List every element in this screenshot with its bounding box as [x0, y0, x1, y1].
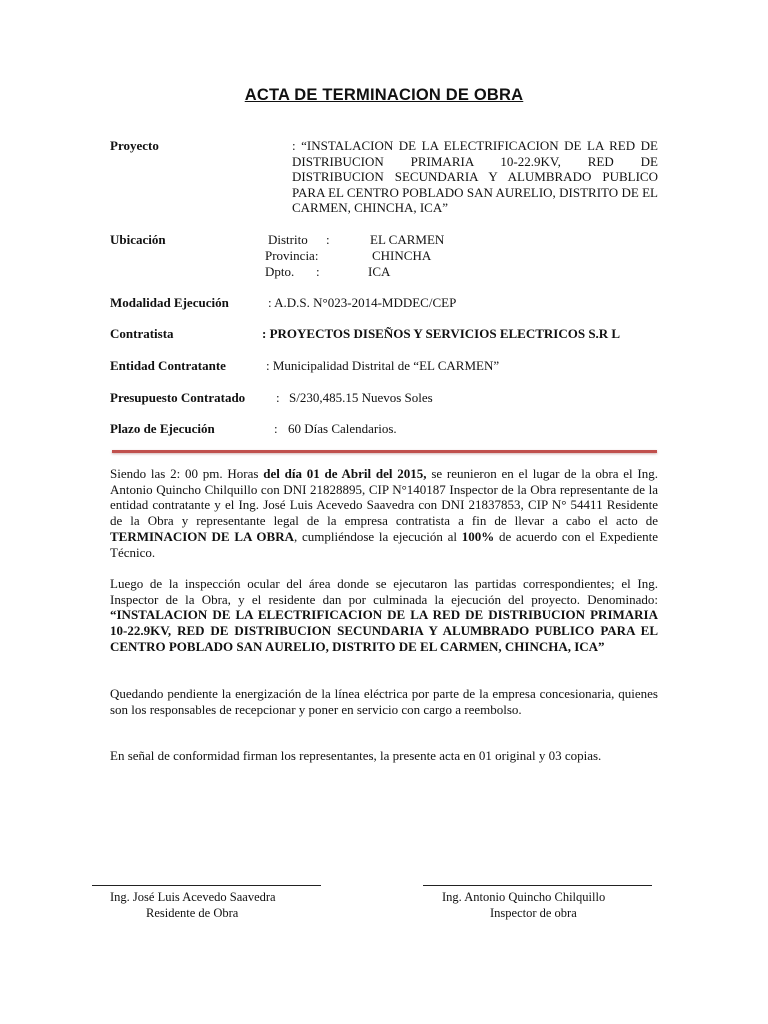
contratista-label: Contratista [110, 326, 174, 341]
provincia-label: Provincia: [265, 248, 319, 263]
presupuesto-label: Presupuesto Contratado [110, 390, 246, 405]
proyecto-label: Proyecto [110, 138, 159, 153]
provincia-value: CHINCHA [372, 248, 432, 263]
distrito-value: EL CARMEN [370, 232, 445, 247]
p1-porcentaje: 100% [461, 528, 495, 544]
entidad-value: : Municipalidad Distrital de “EL CARMEN” [266, 358, 500, 373]
signature-left-role: Residente de Obra [146, 906, 239, 920]
signature-right-name: Ing. Antonio Quincho Chilquillo [442, 890, 606, 904]
distrito-label: Distrito [268, 232, 308, 247]
signature-line-right [423, 885, 652, 886]
presupuesto-separator: : [276, 390, 280, 405]
p2-text-1: Luego de la inspección ocular del área donde se ejecutaron las partidas correspondientes; el Ing. Inspector de la Obra, y el residente dan por culminada la ejecución del proyecto. Denominado: [110, 576, 658, 607]
paragraph-inspeccion [110, 576, 658, 655]
contratista-value: : PROYECTOS DISEÑOS Y SERVICIOS ELECTRICOS S.R L [262, 326, 621, 341]
modalidad-value: : A.D.S. N°023-2014-MDDEC/CEP [268, 295, 457, 310]
paragraph-pendiente: Quedando pendiente la energización de la línea eléctrica por parte de la empresa concesionaria, quienes son los responsables de recepcionar y poner en servicio con cargo a reembolso. [110, 686, 658, 717]
ubicacion-label: Ubicación [110, 232, 166, 247]
p1-terminacion: TERMINACION DE LA OBRA [110, 528, 294, 544]
dpto-label: Dpto. [265, 264, 295, 279]
dpto-value: ICA [368, 264, 391, 279]
signature-left-name: Ing. José Luis Acevedo Saavedra [110, 890, 276, 904]
section-divider [112, 450, 657, 453]
document-title: ACTA DE TERMINACION DE OBRA [244, 86, 524, 104]
p1-text-4: de acuerdo con el Expediente Técnico. [110, 528, 658, 560]
dpto-separator: : [316, 264, 320, 279]
modalidad-label: Modalidad Ejecución [110, 295, 229, 310]
presupuesto-value: S/230,485.15 Nuevos Soles [289, 390, 433, 405]
p2-denominacion: “INSTALACION DE LA ELECTRIFICACION DE LA RED DE DISTRIBUCION PRIMARIA 10-22.9KV, RED DE DISTRIBUCION SECUNDARIA Y ALUMBRADO PUBLICO PARA EL CENTRO POBLADO SAN AURELIO, DISTRITO DE EL CARMEN, CHINCHA, ICA” [110, 607, 658, 654]
signature-line-left [92, 885, 321, 886]
distrito-separator: : [326, 232, 330, 247]
p1-text-1: Siendo las 2: 00 pm. Horas [110, 466, 264, 481]
signature-right-role: Inspector de obra [490, 906, 577, 920]
paragraph-conformidad: En señal de conformidad firman los representantes, la presente acta en 01 original y 03 copias. [110, 748, 602, 763]
p1-fecha: del día 01 de Abril del 2015, [263, 466, 427, 481]
plazo-value: 60 Días Calendarios. [288, 421, 397, 436]
entidad-label: Entidad Contratante [110, 358, 226, 373]
paragraph-acto [110, 466, 658, 560]
p1-text-2: se reunieron en el lugar de la obra el Ing. Antonio Quincho Chilquillo con DNI 21828895, CIP N°140187 Inspector de la Obra representante de la entidad contratante y el Ing. José Luis Acevedo Saavedra con DNI 21837853, CIP N° 54411 Residente de la Obra y representante legal de la empresa contratista a fin de llevar a cabo el acto de [110, 466, 658, 529]
plazo-label: Plazo de Ejecución [110, 421, 215, 436]
p1-text-3: , cumpliéndose la ejecución al [293, 528, 462, 544]
proyecto-value: : “INSTALACION DE LA ELECTRIFICACION DE LA RED DE DISTRIBUCION PRIMARIA 10-22.9KV, RED DE DISTRIBUCION SECUNDARIA Y ALUMBRADO PUBLICO PARA EL CENTRO POBLADO SAN AURELIO, DISTRITO DE EL CARMEN, CHINCHA, ICA” [292, 138, 658, 216]
plazo-separator: : [274, 421, 278, 436]
